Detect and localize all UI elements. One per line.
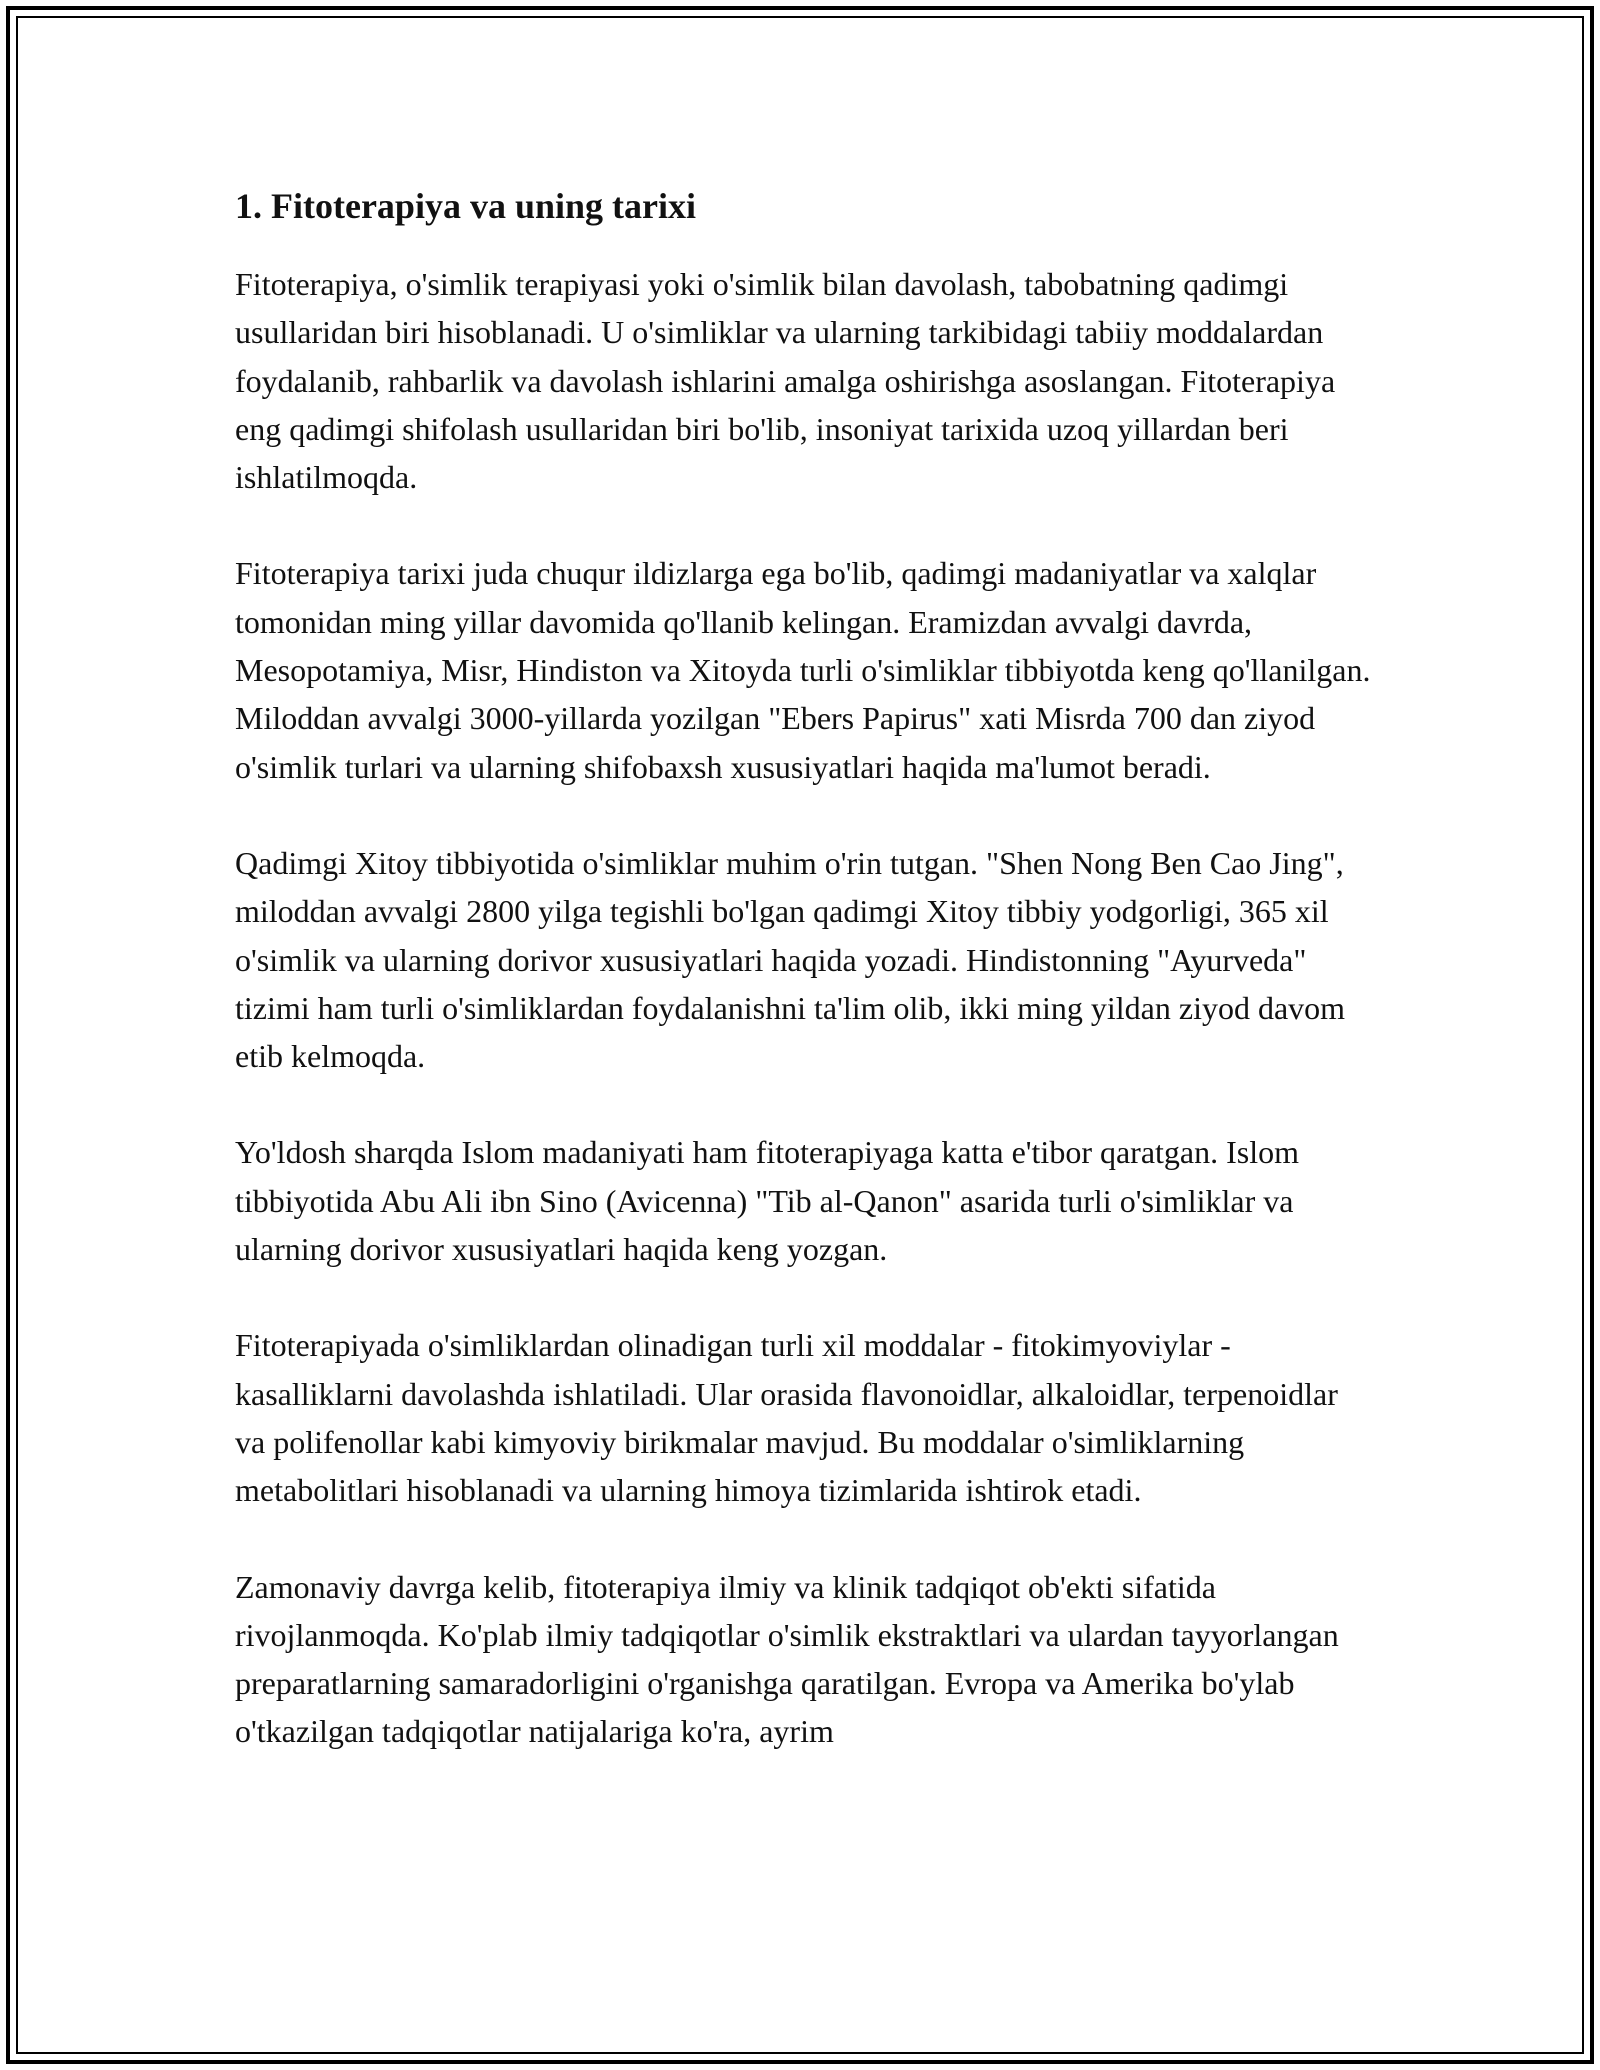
paragraph-ancient-cultures: Fitoterapiya tarixi juda chuqur ildizlarga ega bo'lib, qadimgi madaniyatlar va xalqlar tomonidan ming yillar davomida qo'llanib kelingan. Eramizdan avvalgi davrda, Mesopotamiya, Misr, Hindiston va Xitoyda turli o'simliklar tibbiyotda keng qo'llanilgan. Miloddan avvalgi 3000-yillarda yozilgan "Ebers Papirus" xati Misrda 700 dan ziyod o'simlik turlari va ularning shifobaxsh xususiyatlari haqida ma'lumot beradi.	[235, 555, 1371, 785]
section-heading: 1. Fitoterapiya va uning tarixi	[235, 186, 696, 226]
paragraph-history-intro: Fitoterapiya, o'simlik terapiyasi yoki o'simlik bilan davolash, tabobatning qadimgi usullaridan biri hisoblanadi. U o'simliklar va ularning tarkibidagi tabiiy moddalardan foydalanib, rahbarlik va davolash ishlarini amalga oshirishga asoslangan. Fitoterapiya eng qadimgi shifolash usullaridan biri bo'lib, insoniyat tarixida uzoq yillardan beri ishlatilmoqda.	[235, 266, 1336, 496]
paragraph-phytochemicals: Fitoterapiyada o'simliklardan olinadigan turli xil moddalar - fitokimyoviylar - kasalliklarni davolashda ishlatiladi. Ular orasida flavonoidlar, alkaloidlar, terpenoidlar va polifenollar kabi kimyoviy birikmalar mavjud. Bu moddalar o'simliklarning metabolitlari hisoblanadi va ularning himoya tizimlarida ishtirok etadi.	[235, 1327, 1338, 1509]
paragraph-modern-research: Zamonaviy davrga kelib, fitoterapiya ilmiy va klinik tadqiqot ob'ekti sifatida rivojlanmoqda. Ko'plab ilmiy tadqiqotlar o'simlik ekstraktlari va ulardan tayyorlangan preparatlarning samaradorligini o'rganishga qaratilgan. Evropa va Amerika bo'ylab o'tkazilgan tadqiqotlar natijalariga ko'ra, ayrim	[235, 1568, 1339, 1750]
paragraph-ancient-china: Qadimgi Xitoy tibbiyotida o'simliklar muhim o'rin tutgan. "Shen Nong Ben Cao Jing", miloddan avvalgi 2800 yilga tegishli bo'lgan qadimgi Xitoy tibbiy yodgorligi, 365 xil o'simlik va ularning dorivor xususiyatlari haqida yozadi. Hindistonning "Ayurveda" tizimi ham turli o'simliklardan foydalanishni ta'lim olib, ikki ming yildan ziyod davom etib kelmoqda.	[235, 844, 1346, 1075]
paragraph-islamic-medicine: Yo'ldosh sharqda Islom madaniyati ham fitoterapiyaga katta e'tibor qaratgan. Islom tibbiyotida Abu Ali ibn Sino (Avicenna) "Tib al-Qanon" asarida turli o'simliklar va ularning dorivor xususiyatlari haqida keng yozgan.	[235, 1134, 1300, 1268]
document-body	[235, 180, 1375, 1804]
